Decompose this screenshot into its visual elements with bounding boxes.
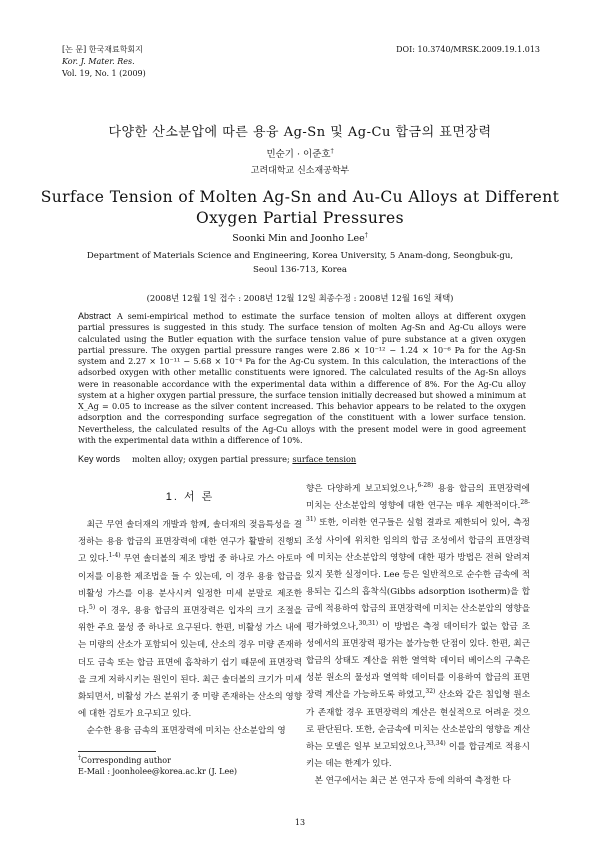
journal-category: [논 문] 한국재료학회지 — [62, 45, 143, 54]
received-dates: (2008년 12월 1일 접수 : 2008년 12월 12일 최종수정 : 2008년 12월 16일 채택) — [146, 293, 454, 303]
affiliation-korean: 고려대학교 신소재공학부 — [250, 166, 350, 176]
abstract — [78, 311, 526, 446]
affiliation-english: Department of Materials Science and Engineering, Korea University, 5 Anam-dong, Seongbuk-gu, Seoul 136-713, Korea — [86, 251, 514, 275]
body-column-right — [306, 481, 530, 791]
journal-header — [62, 44, 146, 80]
body-column-left — [78, 517, 302, 741]
journal-name: Kor. J. Mater. Res. — [62, 57, 135, 66]
doi-label: DOI: 10.3740/MRSK.2009.19.1.013 — [396, 45, 540, 54]
abstract-text: A semi-empirical method to estimate the surface tension of molten alloys at different oxygen partial pressures is suggested in this study. The surface tension of molten Ag-Sn and Ag-Cu alloys were calculated using the Butler equation with the surface tension value of pure substance at a given oxygen partial pressure. The oxygen partial pressure ranges were 2.86 × 10⁻¹² − 1.24 × 10⁻⁶ Pa for the Ag-Sn system and 2.27 × 10⁻¹¹ − 5.68 × 10⁻⁴ Pa for the Ag-Cu system. In this calculation, the interactions of the adsorbed oxygen with other metallic constituents were ignored. The calculated results of the Ag-Sn alloys were in reasonable accordance with the experimental data within a difference of 8%. For the Ag-Cu alloy system at a higher oxygen partial pressure, the surface tension initially decreased but showed a minimum at X_Ag = 0.05 to increase as the silver content increased. This behavior appears to be related to the oxygen adsorption and the corresponding surface segregation of the constituent with a lower surface tension. Nevertheless, the calculated results of the Ag-Cu alloys with the present model were in good agreement with the experimental data within a difference of 10%. — [78, 311, 526, 445]
abstract-label: Abstract — [78, 311, 112, 321]
keywords-label: Key words — [78, 454, 121, 464]
footnote: †Corresponding author E-Mail : joonholee@korea.ac.kr (J. Lee) — [78, 754, 238, 776]
section-title-introduction: 1. 서 론 — [165, 491, 215, 503]
page-number: 13 — [294, 818, 306, 827]
paragraph: 최근 무연 솔더재의 개발과 함께, 솔더재의 젖음특성을 결정하는 용융 합금의 표면장력에 대한 연구가 활발히 진행되고 있다.$^{1-4)}$ 무연 솔더볼의 제조 방법 중 하나로 가스 아토마이저를 이용한 제조법을 들 수 있는데, 이 경우 용융 합금을 비활성 가스를 이용 분사시켜 일정한 미세 분말로 제조한다.$^{5)}$ 이 경우, 용융 합금의 표면장력은 입자의 크기 조절을 위한 주요 물성 중 하나로 요구된다. 한편, 비활성 가스 내에는 미량의 산소가 포함되어 있는데, 산소의 경우 미량 존재하더도 금속 또는 합금 표면에 흡착하기 쉽기 때문에 표면장력을 크게 저하시키는 원인이 된다. 최근 솔더볼의 크기가 미세화되면서, 비활성 가스 분위기 중 미량 존재하는 산소의 영향에 대한 검토가 요구되고 있다. — [78, 520, 302, 720]
corresponding-email: E-Mail : joonholee@korea.ac.kr (J. Lee) — [78, 767, 238, 776]
authors-korean: 민순기 · 이준호† — [266, 147, 334, 160]
title-korean: 다양한 산소분압에 따른 용융 Ag-Sn 및 Ag-Cu 합금의 표면장력 — [108, 125, 492, 140]
paragraph: 본 연구에서는 최근 본 연구자 등에 의하여 측정한 다 — [314, 776, 511, 787]
keywords: Key words molten alloy; oxygen partial pressure; surface tension — [78, 454, 357, 464]
title-english: Surface Tension of Molten Ag-Sn and Au-Cu Alloys at Different Oxygen Partial Pressures — [40, 188, 560, 227]
footnote-divider — [78, 751, 156, 752]
paragraph: 순수한 용융 금속의 표면장력에 미치는 산소분압의 영 — [86, 726, 286, 737]
authors-english: Soonki Min and Joonho Lee† — [232, 231, 368, 244]
journal-volume: Vol. 19, No. 1 (2009) — [62, 69, 146, 78]
paragraph: 향은 다양하게 보고되었으나,$^{6-28)}$ 용융 합금의 표면장력에 미치는 산소분압의 영향에 대한 연구는 매우 제한적이다.$^{28-31)}$ 또한, 이러한 연구들은 실험 결과로 제한되어 있어, 측정 조성 사이에 위치한 임의의 합금 조성에서 합금의 표면장력에 미치는 산소분압의 영향에 대한 평가 방법은 전혀 알려져 있지 못한 실정이다. Lee 등은 일반적으로 순수한 금속에 적용되는 깁스의 흡착식(Gibbs adsorption isotherm)을 합금에 적용하여 합금의 표면장력에 미치는 산소분압의 영향을 평가하였으나,$^{30,31)}$ 이 방법은 측정 데이터가 없는 합금 조성에서의 표면장력 평가는 불가능한 단점이 있다. 한편, 최근 합금의 상태도 계산을 위한 열역학 데이터 베이스의 구축은 성분 원소의 물성과 열역학 데이터를 이용하여 합금의 표면장력 계산을 가능하도록 하였고,$^{32)}$ 산소와 같은 침입형 원소가 존재할 경우 표면장력의 계산은 현실적으로 어려운 것으로 판단된다. 또한, 순금속에 미치는 산소분압의 영향을 계산하는 모델은 일부 보고되었으나,$^{33,34)}$ 이를 합금계로 적용시키는 데는 한계가 있다. — [306, 482, 530, 770]
